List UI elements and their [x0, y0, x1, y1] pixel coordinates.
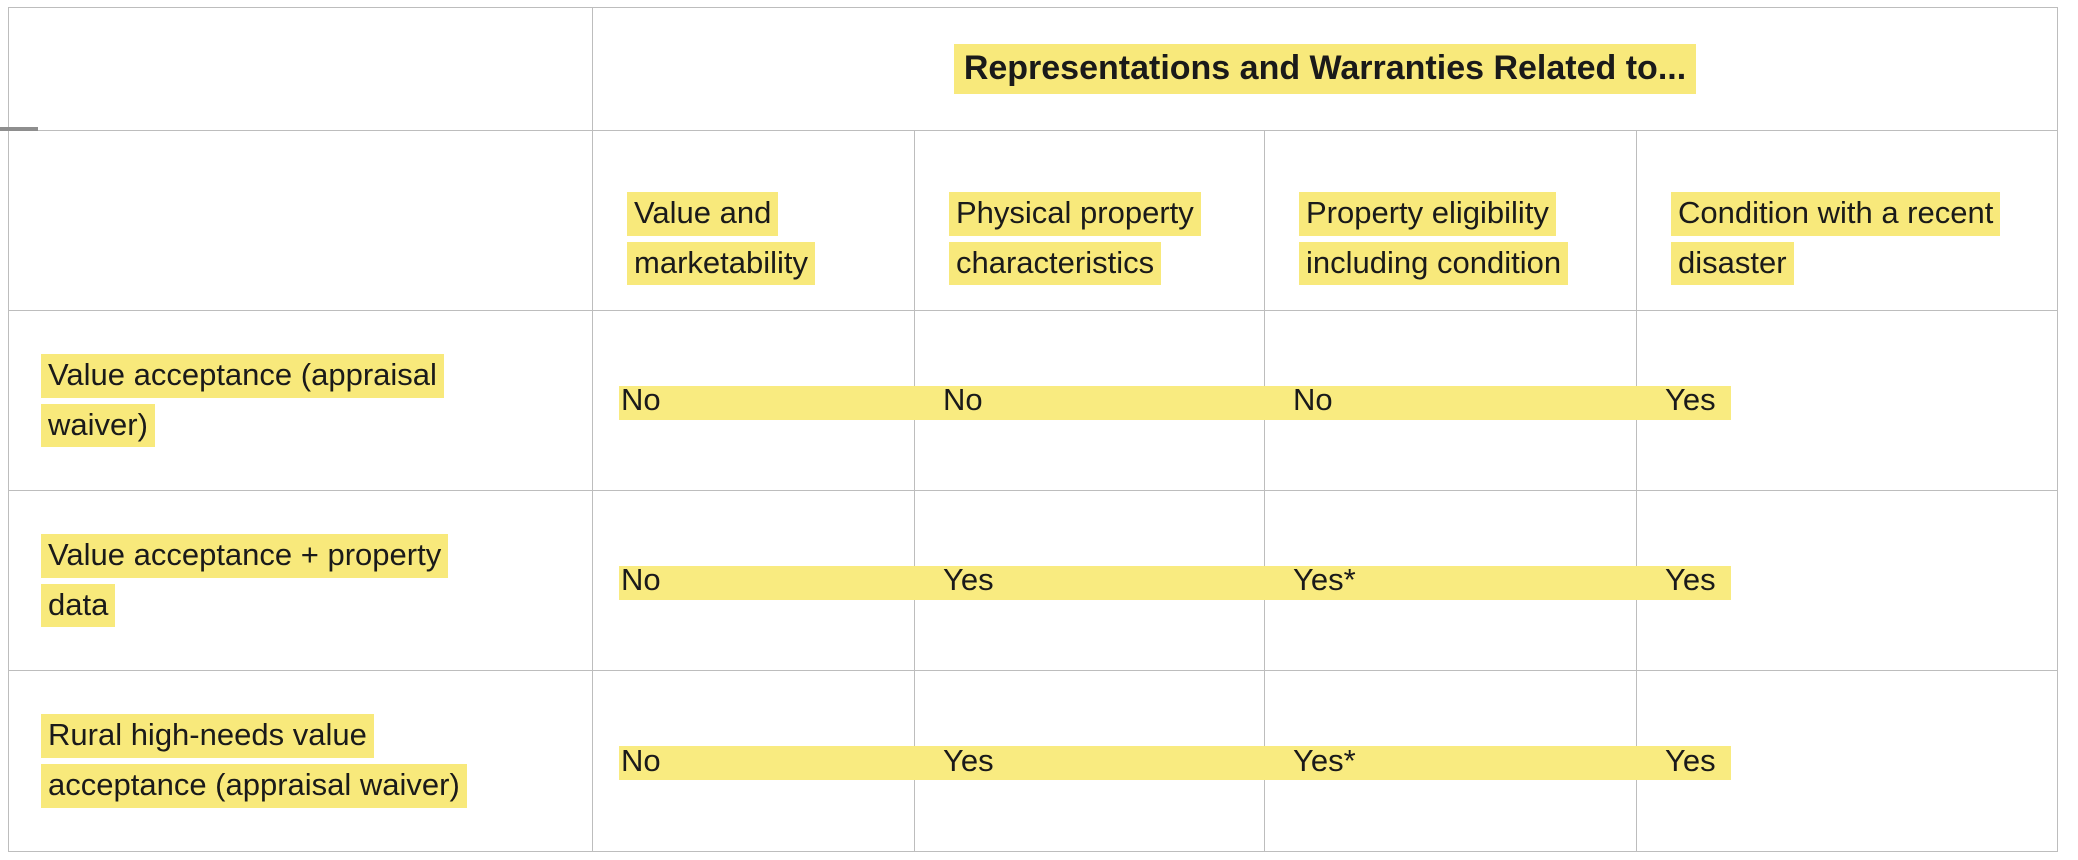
- cell-value: Yes: [1665, 742, 1716, 778]
- cell-value: No: [621, 382, 661, 418]
- column-header-recent-disaster: [1637, 131, 2057, 311]
- cell-value: Yes: [943, 562, 994, 598]
- cell-value: No: [1293, 382, 1333, 418]
- row-label-text: waiver): [41, 404, 155, 448]
- cell-value: Yes*: [1293, 742, 1356, 778]
- column-header-text: Value and: [627, 192, 778, 236]
- row-label-value-acceptance-property-data: [9, 491, 593, 671]
- row-label-rural-high-needs: [9, 671, 593, 851]
- row-label-text: Value acceptance + property: [41, 534, 448, 578]
- highlight-band-row1: [619, 386, 1731, 420]
- column-header-property-eligibility: [1265, 131, 1637, 311]
- row-label-text: data: [41, 584, 115, 628]
- cell-value: Yes*: [1293, 562, 1356, 598]
- row-label-text: acceptance (appraisal waiver): [41, 764, 467, 808]
- column-header-text: Property eligibility: [1299, 192, 1556, 236]
- column-header-text: Condition with a recent: [1671, 192, 2000, 236]
- column-header-physical-characteristics: [915, 131, 1265, 311]
- colhead-empty-cell: [9, 131, 593, 311]
- corner-empty-cell: [9, 8, 593, 131]
- column-header-text: Physical property: [949, 192, 1201, 236]
- cell-value: Yes: [1665, 562, 1716, 598]
- column-header-text: characteristics: [949, 242, 1161, 286]
- row-label-text: Rural high-needs value: [41, 714, 374, 758]
- table-title-cell: [593, 8, 2057, 131]
- cell-value: Yes: [943, 742, 994, 778]
- column-header-text: disaster: [1671, 242, 1794, 286]
- column-header-value-marketability: [593, 131, 915, 311]
- highlight-band-row2: [619, 566, 1731, 600]
- cell-value: Yes: [1665, 382, 1716, 418]
- table-cell: [1637, 491, 2057, 671]
- cell-value: No: [621, 742, 661, 778]
- reps-and-warranties-table: [8, 7, 2058, 852]
- column-header-text: including condition: [1299, 242, 1568, 286]
- row-label-value-acceptance: [9, 311, 593, 491]
- row-label-text: Value acceptance (appraisal: [41, 354, 444, 398]
- highlight-band-row3: [619, 742, 1731, 780]
- stray-selection-mark: [0, 127, 38, 131]
- cell-value: No: [943, 382, 983, 418]
- table-cell: [1637, 671, 2057, 851]
- table-title: Representations and Warranties Related to...: [954, 44, 1696, 94]
- cell-value: No: [621, 562, 661, 598]
- column-header-text: marketability: [627, 242, 815, 286]
- table-cell: [1637, 311, 2057, 491]
